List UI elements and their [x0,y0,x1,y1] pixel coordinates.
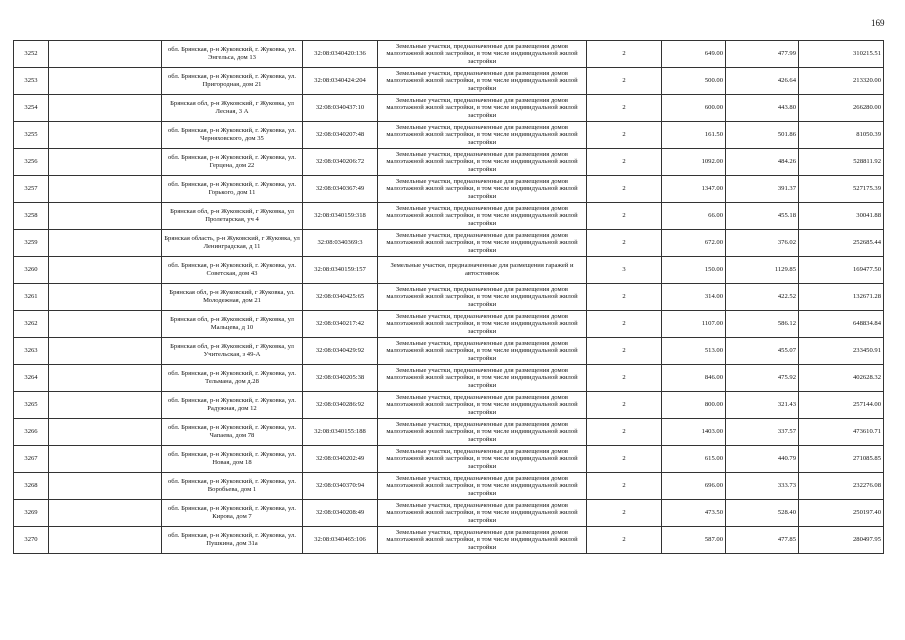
area-cell: 150.00 [662,257,726,284]
group-cell: 2 [587,176,662,203]
table-row [14,500,884,527]
cadastral-value-cell: 252685.44 [799,230,884,257]
row-number-cell: 3263 [14,338,49,365]
row-number-cell: 3268 [14,473,49,500]
empty-cell [49,149,162,176]
cadastral-number-cell: 32:08:0340425:65 [303,284,378,311]
area-cell: 615.00 [662,446,726,473]
area-cell: 600.00 [662,95,726,122]
address-cell: Брянская обл, р-н Жуковский, г Жуковка, ул Учительская, з 49-А [162,338,303,365]
land-use-cell: Земельные участки, предназначенные для размещения домов малоэтажной жилой застройки, в том числе индивидуальной жилой застройки [378,176,587,203]
cadastral-number-cell: 32:08:0340465:106 [303,527,378,554]
area-cell: 473.50 [662,500,726,527]
group-cell: 2 [587,365,662,392]
group-cell: 3 [587,257,662,284]
land-use-cell: Земельные участки, предназначенные для размещения домов малоэтажной жилой застройки, в том числе индивидуальной жилой застройки [378,95,587,122]
address-cell: Брянская обл, р-н Жуковский, г Жуковка, ул Мальцева, д 10 [162,311,303,338]
table-row [14,473,884,500]
cadastral-value-cell: 310215.51 [799,41,884,68]
group-cell: 2 [587,230,662,257]
row-number-cell: 3265 [14,392,49,419]
cadastral-value-cell: 81050.39 [799,122,884,149]
cadastral-number-cell: 32:08:0340159:157 [303,257,378,284]
address-cell: обл. Брянская, р-н Жуковский, г. Жуковка, ул. Тельмана, дом д.28 [162,365,303,392]
table-row [14,311,884,338]
row-number-cell: 3264 [14,365,49,392]
empty-cell [49,95,162,122]
table-row [14,365,884,392]
table-row [14,338,884,365]
empty-cell [49,122,162,149]
land-use-cell: Земельные участки, предназначенные для размещения домов малоэтажной жилой застройки, в том числе индивидуальной жилой застройки [378,473,587,500]
empty-cell [49,230,162,257]
address-cell: обл. Брянская, р-н Жуковский, г. Жуковка, ул. Кирова, дом 7 [162,500,303,527]
group-cell: 2 [587,419,662,446]
land-use-cell: Земельные участки, предназначенные для размещения домов малоэтажной жилой застройки, в том числе индивидуальной жилой застройки [378,527,587,554]
cadastral-number-cell: 32:08:0340286:92 [303,392,378,419]
cadastral-value-cell: 527175.39 [799,176,884,203]
cadastral-number-cell: 32:08:0340370:94 [303,473,378,500]
group-cell: 2 [587,500,662,527]
cadastral-value-cell: 271085.85 [799,446,884,473]
specific-value-cell: 475.92 [726,365,799,392]
empty-cell [49,257,162,284]
empty-cell [49,500,162,527]
empty-cell [49,473,162,500]
area-cell: 1107.00 [662,311,726,338]
row-number-cell: 3266 [14,419,49,446]
table-row [14,68,884,95]
row-number-cell: 3257 [14,176,49,203]
cadastral-value-cell: 213320.00 [799,68,884,95]
area-cell: 500.00 [662,68,726,95]
address-cell: обл. Брянская, р-н Жуковский, г. Жуковка, ул. Радужная, дом 12 [162,392,303,419]
row-number-cell: 3261 [14,284,49,311]
cadastral-number-cell: 32:08:0340217:42 [303,311,378,338]
row-number-cell: 3260 [14,257,49,284]
row-number-cell: 3259 [14,230,49,257]
group-cell: 2 [587,473,662,500]
group-cell: 2 [587,311,662,338]
land-use-cell: Земельные участки, предназначенные для размещения домов малоэтажной жилой застройки, в том числе индивидуальной жилой застройки [378,122,587,149]
cadastral-number-cell: 32:08:0340437:10 [303,95,378,122]
cadastral-number-cell: 32:08:0340207:48 [303,122,378,149]
address-cell: обл. Брянская, р-н Жуковский, г. Жуковка, ул. Воробьева, дом 1 [162,473,303,500]
cadastral-value-cell: 528811.92 [799,149,884,176]
specific-value-cell: 484.26 [726,149,799,176]
cadastral-number-cell: 32:08:0340159:318 [303,203,378,230]
empty-cell [49,311,162,338]
cadastral-value-cell: 169477.50 [799,257,884,284]
table-row [14,176,884,203]
land-use-cell: Земельные участки, предназначенные для размещения домов малоэтажной жилой застройки, в том числе индивидуальной жилой застройки [378,41,587,68]
area-cell: 672.00 [662,230,726,257]
area-cell: 1092.00 [662,149,726,176]
address-cell: Брянская обл, р-н Жуковский, г Жуковка, ул Пролетарская, уч 4 [162,203,303,230]
group-cell: 2 [587,149,662,176]
cadastral-number-cell: 32:08:0340369:3 [303,230,378,257]
table-row [14,203,884,230]
area-cell: 1403.00 [662,419,726,446]
row-number-cell: 3254 [14,95,49,122]
area-cell: 66.00 [662,203,726,230]
group-cell: 2 [587,392,662,419]
area-cell: 513.00 [662,338,726,365]
page-number: 169 [871,18,885,28]
specific-value-cell: 477.99 [726,41,799,68]
cadastral-number-cell: 32:08:0340206:72 [303,149,378,176]
cadastral-number-cell: 32:08:0340208:49 [303,500,378,527]
land-use-cell: Земельные участки, предназначенные для размещения домов малоэтажной жилой застройки, в том числе индивидуальной жилой застройки [378,284,587,311]
table-row [14,41,884,68]
specific-value-cell: 528.40 [726,500,799,527]
cadastral-value-cell: 402628.32 [799,365,884,392]
area-cell: 846.00 [662,365,726,392]
group-cell: 2 [587,68,662,95]
land-use-cell: Земельные участки, предназначенные для размещения домов малоэтажной жилой застройки, в том числе индивидуальной жилой застройки [378,311,587,338]
address-cell: обл. Брянская, р-н Жуковский, г. Жуковка, ул. Пригородная, дом 21 [162,68,303,95]
land-use-cell: Земельные участки, предназначенные для размещения домов малоэтажной жилой застройки, в том числе индивидуальной жилой застройки [378,500,587,527]
empty-cell [49,41,162,68]
area-cell: 1347.00 [662,176,726,203]
empty-cell [49,365,162,392]
empty-cell [49,527,162,554]
table-row [14,419,884,446]
row-number-cell: 3253 [14,68,49,95]
group-cell: 2 [587,446,662,473]
table-row [14,284,884,311]
empty-cell [49,176,162,203]
group-cell: 2 [587,95,662,122]
table-row [14,95,884,122]
cadastral-value-cell: 280497.95 [799,527,884,554]
area-cell: 649.00 [662,41,726,68]
group-cell: 2 [587,338,662,365]
row-number-cell: 3252 [14,41,49,68]
specific-value-cell: 321.43 [726,392,799,419]
cadastral-value-cell: 30041.88 [799,203,884,230]
land-use-cell: Земельные участки, предназначенные для размещения домов малоэтажной жилой застройки, в том числе индивидуальной жилой застройки [378,68,587,95]
address-cell: обл. Брянская, р-н Жуковский, г. Жуковка, ул. Горького, дом 11 [162,176,303,203]
table-row [14,122,884,149]
row-number-cell: 3256 [14,149,49,176]
land-use-cell: Земельные участки, предназначенные для размещения домов малоэтажной жилой застройки, в том числе индивидуальной жилой застройки [378,419,587,446]
empty-cell [49,446,162,473]
empty-cell [49,284,162,311]
area-cell: 800.00 [662,392,726,419]
area-cell: 161.50 [662,122,726,149]
cadastral-value-cell: 233450.91 [799,338,884,365]
address-cell: обл. Брянская, р-н Жуковский, г. Жуковка, ул. Герцена, дом 22 [162,149,303,176]
group-cell: 2 [587,527,662,554]
address-cell: обл. Брянская, р-н Жуковский, г. Жуковка, ул. Пушкина, дом 31а [162,527,303,554]
empty-cell [49,392,162,419]
cadastral-value-cell: 473610.71 [799,419,884,446]
row-number-cell: 3270 [14,527,49,554]
address-cell: обл. Брянская, р-н Жуковский, г. Жуковка, ул. Черняховского, дом 35 [162,122,303,149]
specific-value-cell: 477.85 [726,527,799,554]
empty-cell [49,338,162,365]
address-cell: Брянская обл, р-н Жуковский, г Жуковка, ул Лесная, 3 А [162,95,303,122]
table-row [14,527,884,554]
empty-cell [49,203,162,230]
empty-cell [49,419,162,446]
specific-value-cell: 443.80 [726,95,799,122]
specific-value-cell: 1129.85 [726,257,799,284]
cadastral-value-cell: 132671.28 [799,284,884,311]
group-cell: 2 [587,284,662,311]
specific-value-cell: 440.79 [726,446,799,473]
row-number-cell: 3255 [14,122,49,149]
land-use-cell: Земельные участки, предназначенные для размещения домов малоэтажной жилой застройки, в том числе индивидуальной жилой застройки [378,149,587,176]
cadastral-value-cell: 250197.40 [799,500,884,527]
land-use-cell: Земельные участки, предназначенные для размещения домов малоэтажной жилой застройки, в том числе индивидуальной жилой застройки [378,392,587,419]
specific-value-cell: 422.52 [726,284,799,311]
row-number-cell: 3258 [14,203,49,230]
specific-value-cell: 333.73 [726,473,799,500]
specific-value-cell: 337.57 [726,419,799,446]
specific-value-cell: 376.02 [726,230,799,257]
specific-value-cell: 455.18 [726,203,799,230]
row-number-cell: 3267 [14,446,49,473]
address-cell: обл. Брянская, р-н Жуковский, г. Жуковка, ул. Энгельса, дом 13 [162,41,303,68]
address-cell: Брянская обл, р-н Жуковский, г Жуковка, ул. Молодежная, дом 21 [162,284,303,311]
group-cell: 2 [587,122,662,149]
area-cell: 314.00 [662,284,726,311]
address-cell: обл. Брянская, р-н Жуковский, г. Жуковка, ул. Новая, дом 18 [162,446,303,473]
land-plots-table [13,40,884,554]
specific-value-cell: 426.64 [726,68,799,95]
cadastral-number-cell: 32:08:0340424:204 [303,68,378,95]
specific-value-cell: 586.12 [726,311,799,338]
table-body [14,41,884,554]
area-cell: 696.00 [662,473,726,500]
cadastral-value-cell: 257144.00 [799,392,884,419]
cadastral-number-cell: 32:08:0340202:49 [303,446,378,473]
cadastral-number-cell: 32:08:0340420:136 [303,41,378,68]
cadastral-value-cell: 266280.00 [799,95,884,122]
cadastral-value-cell: 648834.84 [799,311,884,338]
land-use-cell: Земельные участки, предназначенные для размещения домов малоэтажной жилой застройки, в том числе индивидуальной жилой застройки [378,338,587,365]
cadastral-number-cell: 32:08:0340367:49 [303,176,378,203]
table-row [14,149,884,176]
empty-cell [49,68,162,95]
specific-value-cell: 391.37 [726,176,799,203]
land-use-cell: Земельные участки, предназначенные для размещения домов малоэтажной жилой застройки, в том числе индивидуальной жилой застройки [378,446,587,473]
table-row [14,392,884,419]
area-cell: 587.00 [662,527,726,554]
land-use-cell: Земельные участки, предназначенные для размещения домов малоэтажной жилой застройки, в том числе индивидуальной жилой застройки [378,230,587,257]
land-use-cell: Земельные участки, предназначенные для размещения домов малоэтажной жилой застройки, в том числе индивидуальной жилой застройки [378,203,587,230]
cadastral-number-cell: 32:08:0340155:188 [303,419,378,446]
row-number-cell: 3262 [14,311,49,338]
specific-value-cell: 501.86 [726,122,799,149]
land-use-cell: Земельные участки, предназначенные для размещения домов малоэтажной жилой застройки, в том числе индивидуальной жилой застройки [378,365,587,392]
group-cell: 2 [587,203,662,230]
cadastral-number-cell: 32:08:0340429:92 [303,338,378,365]
table-row [14,257,884,284]
cadastral-number-cell: 32:08:0340205:38 [303,365,378,392]
land-use-cell: Земельные участки, предназначенные для размещения гаражей и автостоянок [378,257,587,284]
group-cell: 2 [587,41,662,68]
specific-value-cell: 455.07 [726,338,799,365]
table-row [14,230,884,257]
address-cell: обл. Брянская, р-н Жуковский, г. Жуковка, ул. Советская, дом 43 [162,257,303,284]
row-number-cell: 3269 [14,500,49,527]
table-row [14,446,884,473]
address-cell: обл. Брянская, р-н Жуковский, г. Жуковка, ул. Чапаева, дом 78 [162,419,303,446]
address-cell: Брянская область, р-н Жуковский, г Жуковка, ул Ленинградская, д 11 [162,230,303,257]
cadastral-value-cell: 232276.08 [799,473,884,500]
